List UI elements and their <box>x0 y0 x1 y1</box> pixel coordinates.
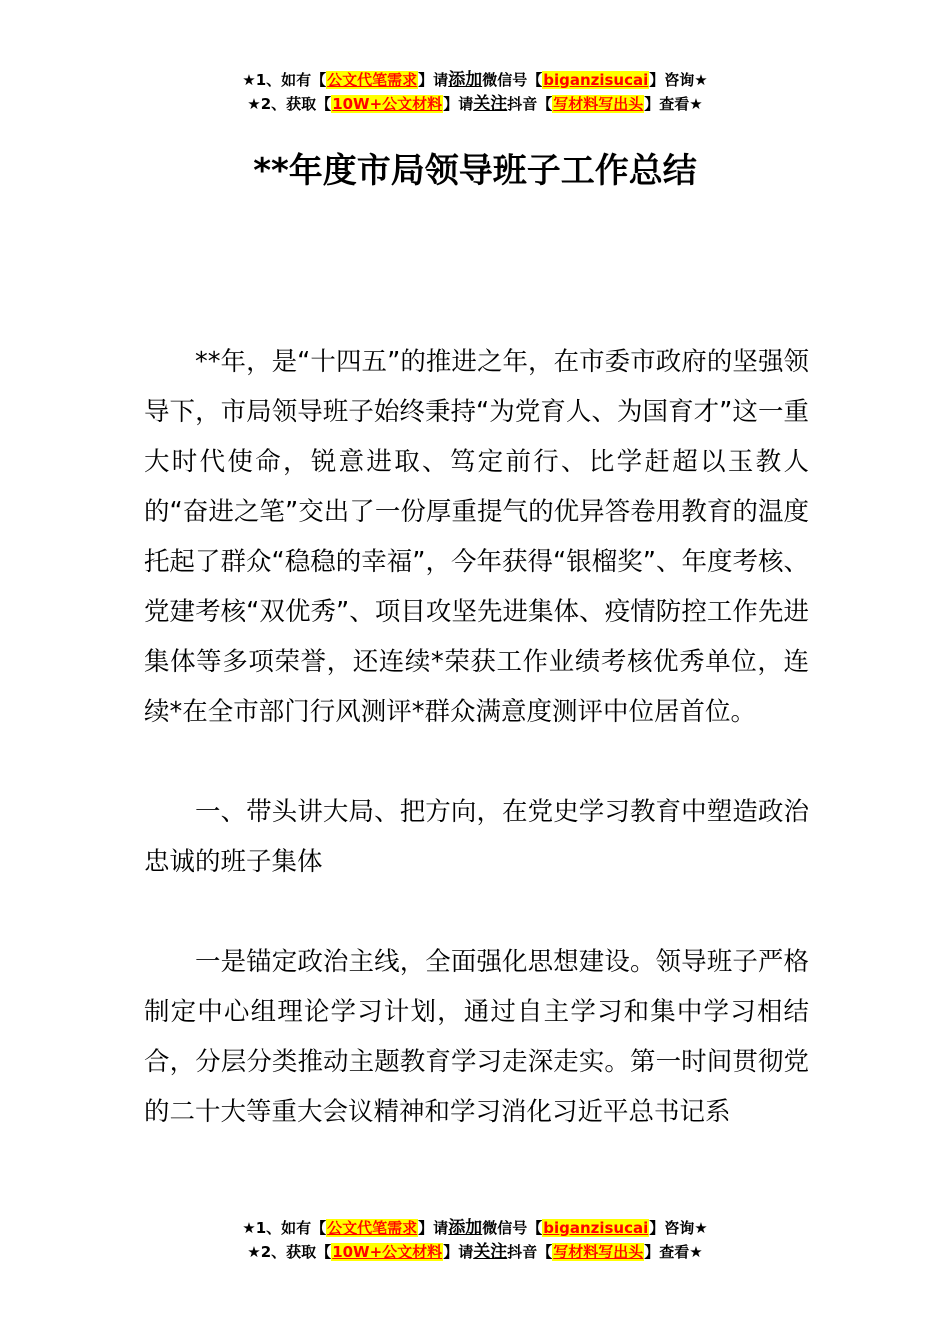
banner-text: 】请 <box>443 1243 474 1261</box>
banner-text: 】请 <box>418 71 449 89</box>
document-body <box>144 337 809 1137</box>
paragraph-intro: **年，是“十四五”的推进之年，在市委市政府的坚强领导下，市局领导班子始终秉持“为党育人、为国育才”这一重大时代使命，锐意进取、笃定前行、比学赶超以玉教人的“奋进之笔”交出了一份厚重提气的优异答卷用教育的温度托起了群众“稳稳的幸福”，今年获得“银榴奖”、年度考核、党建考核“双优秀”、项目攻坚先进集体、疫情防控工作先进集体等多项荣誉，还连续*荣获工作业绩考核优秀单位，连续*在全市部门行风测评*群众满意度测评中位居首位。 <box>144 347 809 727</box>
banner-text: 】请 <box>443 95 474 113</box>
banner-text: 微信号【 <box>482 1219 543 1237</box>
banner-text: 】查看★ <box>644 95 703 113</box>
highlight-materials: 10W+公文材料 <box>332 95 443 113</box>
emphasis-add: 添加 <box>448 1218 483 1238</box>
paragraph-spacer <box>144 737 809 787</box>
highlight-douyin-account: 写材料写出头 <box>553 95 644 113</box>
highlight-ghostwriting: 公文代笔需求 <box>327 1219 418 1237</box>
banner-text: ★1、如有【 <box>242 1219 327 1237</box>
banner-text: 】请 <box>418 1219 449 1237</box>
banner-text: 微信号【 <box>482 71 543 89</box>
banner-text: 】咨询★ <box>649 1219 708 1237</box>
banner-text: ★2、获取【 <box>247 1243 332 1261</box>
banner-text: 】咨询★ <box>649 71 708 89</box>
banner-line-2 <box>0 92 950 116</box>
banner-text: 】查看★ <box>644 1243 703 1261</box>
emphasis-add: 添加 <box>448 70 483 90</box>
section-heading-1: 一、带头讲大局、把方向，在党史学习教育中塑造政治忠诚的班子集体 <box>144 797 809 877</box>
banner-text: 抖音【 <box>507 95 553 113</box>
paragraph-spacer <box>144 887 809 937</box>
banner-text: ★1、如有【 <box>242 71 327 89</box>
banner-text: 抖音【 <box>507 1243 553 1261</box>
highlight-wechat-id: biganzisucai <box>543 1219 649 1237</box>
banner-line-1 <box>0 1216 950 1240</box>
highlight-douyin-account: 写材料写出头 <box>553 1243 644 1261</box>
header-banner <box>0 68 950 116</box>
emphasis-follow: 关注 <box>473 1242 508 1262</box>
highlight-ghostwriting: 公文代笔需求 <box>327 71 418 89</box>
banner-line-1 <box>0 68 950 92</box>
paragraph-point-1: 一是锚定政治主线，全面强化思想建设。领导班子严格制定中心组理论学习计划，通过自主学习和集中学习相结合，分层分类推动主题教育学习走深走实。第一时间贯彻党的二十大等重大会议精神和学习消化习近平总书记系 <box>144 947 809 1127</box>
banner-text: ★2、获取【 <box>247 95 332 113</box>
highlight-materials: 10W+公文材料 <box>332 1243 443 1261</box>
emphasis-follow: 关注 <box>473 94 508 114</box>
highlight-wechat-id: biganzisucai <box>543 71 649 89</box>
document-title: **年度市局领导班子工作总结 <box>253 151 697 191</box>
banner-line-2 <box>0 1240 950 1264</box>
footer-banner <box>0 1216 950 1264</box>
